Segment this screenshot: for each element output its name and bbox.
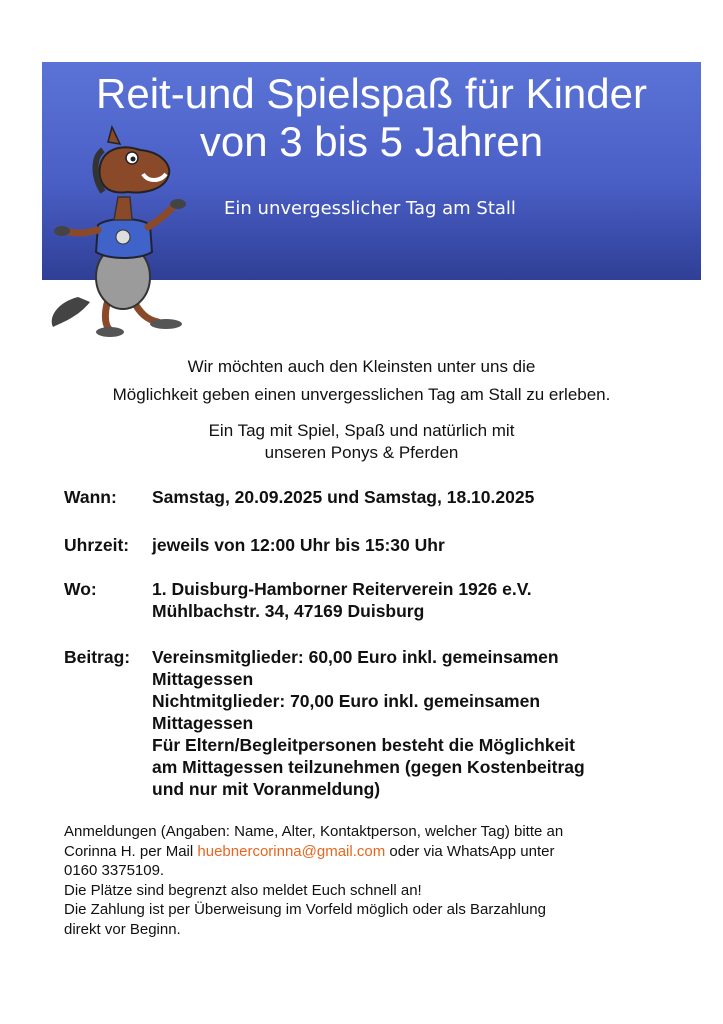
title-line-1: Reit-und Spielspaß für Kinder — [96, 70, 647, 117]
fee-label: Beitrag: — [64, 647, 131, 667]
intro-line-2: Möglichkeit geben einen unvergesslichen Tag am Stall zu erleben. — [112, 385, 611, 404]
footer-line-6: direkt vor Beginn. — [64, 920, 181, 938]
title-line-2: von 3 bis 5 Jahren — [199, 118, 544, 165]
intro-line-1: Wir möchten auch den Kleinsten unter uns die — [187, 357, 536, 376]
fee-line: am Mittagessen teilzunehmen (gegen Kostenbeitrag — [152, 757, 585, 777]
intro-line-4: unseren Ponys & Pferden — [264, 443, 459, 462]
when-value: Samstag, 20.09.2025 und Samstag, 18.10.2025 — [152, 487, 535, 507]
email-link[interactable]: huebnercorinna@gmail.com — [197, 842, 386, 860]
fee-line: Für Eltern/Begleitpersonen besteht die Möglichkeit — [152, 735, 575, 755]
contact-text: Corinna H. per Mail — [64, 842, 198, 860]
whatsapp-text: oder via WhatsApp unter — [385, 842, 555, 860]
where-label: Wo: — [64, 579, 97, 599]
footer-line-2 — [64, 842, 684, 862]
fee-line: und nur mit Voranmeldung) — [152, 779, 381, 799]
where-line-1: 1. Duisburg-Hamborner Reiterverein 1926 e.V. — [152, 579, 532, 599]
fee-line: Vereinsmitglieder: 60,00 Euro inkl. gemeinsamen — [152, 647, 559, 667]
fee-line: Nichtmitglieder: 70,00 Euro inkl. gemeinsamen — [152, 691, 541, 711]
fee-line: Mittagessen — [152, 713, 254, 733]
horse-mascot-icon — [48, 122, 198, 337]
footer-line-4: Die Plätze sind begrenzt also meldet Euch schnell an! — [64, 881, 422, 899]
time-label: Uhrzeit: — [64, 535, 130, 555]
fee-line: Mittagessen — [152, 669, 254, 689]
registration-info — [64, 822, 684, 939]
phone-number: 0160 3375109. — [64, 862, 165, 879]
footer-line-5: Die Zahlung ist per Überweisung im Vorfeld möglich oder als Barzahlung — [64, 901, 546, 918]
footer-line-1: Anmeldungen (Angaben: Name, Alter, Kontaktperson, welcher Tag) bitte an — [64, 823, 564, 840]
subtitle: Ein unvergesslicher Tag am Stall — [224, 198, 516, 219]
where-line-2: Mühlbachstr. 34, 47169 Duisburg — [152, 601, 425, 621]
intro-line-3: Ein Tag mit Spiel, Spaß und natürlich mit — [208, 421, 515, 440]
time-value: jeweils von 12:00 Uhr bis 15:30 Uhr — [152, 535, 445, 555]
when-label: Wann: — [64, 487, 117, 507]
